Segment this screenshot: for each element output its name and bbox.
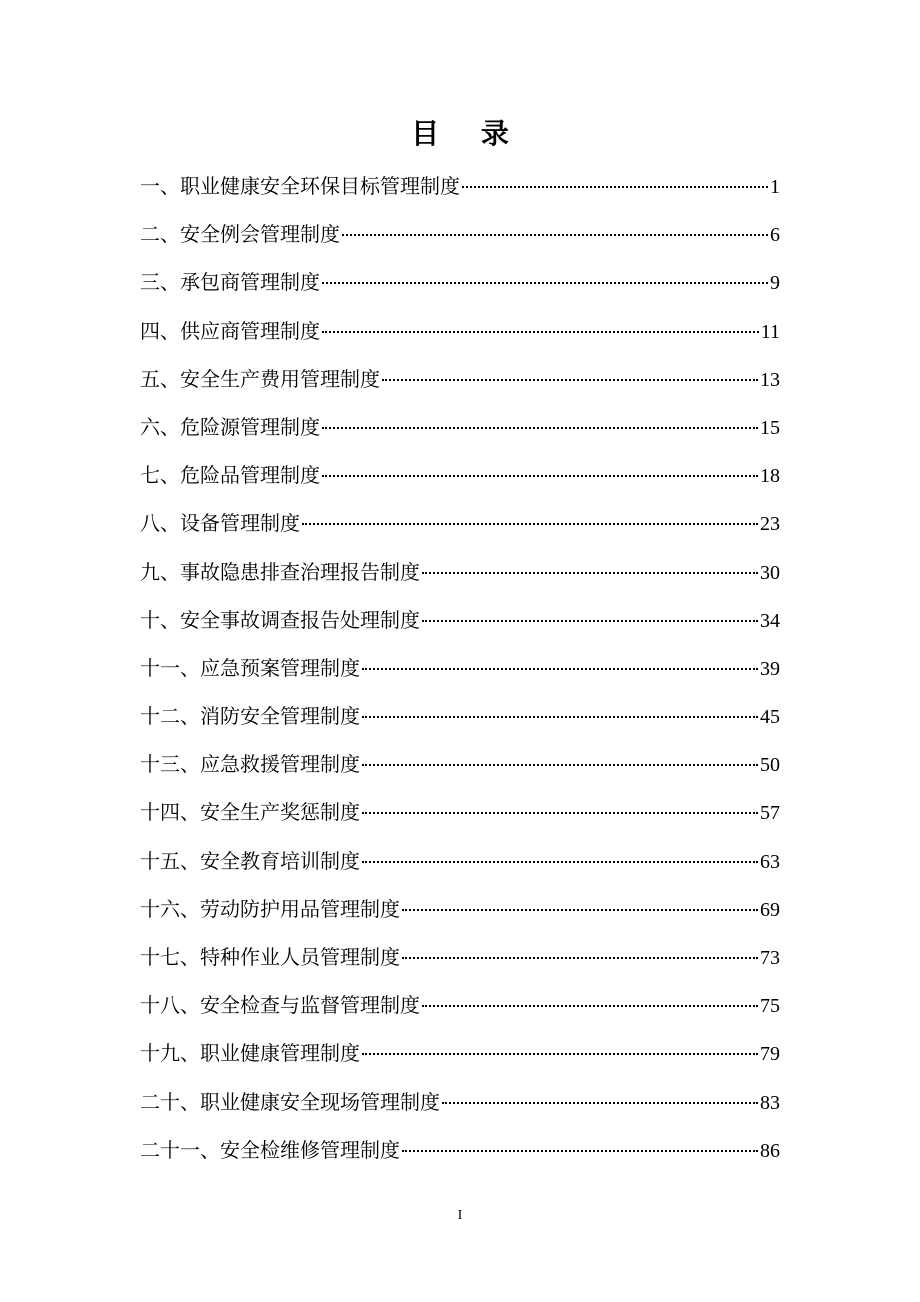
toc-entry[interactable] [140, 311, 780, 359]
toc-dot-leader [342, 234, 768, 236]
toc-dot-leader [322, 475, 758, 477]
toc-dot-leader [422, 572, 758, 574]
toc-entry-label: 六、危险源管理制度 [140, 414, 320, 439]
toc-entry[interactable] [140, 407, 780, 455]
toc-entry-page: 30 [760, 561, 780, 584]
toc-entry[interactable] [140, 889, 780, 937]
toc-entry-page: 69 [760, 898, 780, 921]
toc-entry-page: 11 [760, 320, 780, 343]
toc-entry-page: 63 [760, 850, 780, 873]
toc-dot-leader [402, 1150, 758, 1152]
toc-entry-page: 23 [760, 513, 780, 536]
toc-entry-label: 十五、安全教育培训制度 [140, 848, 360, 873]
toc-dot-leader [322, 331, 759, 333]
toc-entry-page: 6 [770, 224, 780, 247]
toc-entry[interactable] [140, 262, 780, 310]
toc-dot-leader [302, 523, 758, 525]
toc-entry-label: 八、设备管理制度 [140, 511, 300, 536]
toc-dot-leader [442, 1102, 758, 1104]
toc-dot-leader [362, 1053, 758, 1055]
toc-entry[interactable] [140, 937, 780, 985]
toc-dot-leader [362, 716, 758, 718]
toc-entry[interactable] [140, 455, 780, 503]
toc-entry-label: 九、事故隐患排查治理报告制度 [140, 559, 420, 584]
toc-entry-label: 十七、特种作业人员管理制度 [140, 945, 400, 969]
toc-entry-page: 86 [760, 1139, 780, 1162]
toc-entry-page: 18 [760, 465, 780, 488]
toc-entry[interactable] [140, 359, 780, 407]
toc-dot-leader [362, 668, 758, 670]
toc-entry[interactable] [140, 792, 780, 840]
toc-dot-leader [422, 620, 758, 622]
toc-entry[interactable] [140, 600, 780, 648]
toc-entry[interactable] [140, 985, 780, 1033]
page-title: 目 录 [411, 117, 525, 150]
page-number: I [457, 1208, 463, 1223]
toc-entry-label: 十八、安全检查与监督管理制度 [140, 993, 420, 1018]
toc-entry-page: 15 [760, 416, 780, 439]
toc-dot-leader [322, 427, 758, 429]
toc-entry-label: 七、危险品管理制度 [140, 463, 320, 488]
toc-entry-page: 73 [760, 947, 780, 969]
toc-entry[interactable] [140, 696, 780, 744]
toc-dot-leader [402, 909, 758, 911]
toc-entry-page: 45 [760, 706, 780, 729]
toc-entry-label: 二、安全例会管理制度 [140, 222, 340, 247]
toc-dot-leader [462, 186, 768, 188]
toc-dot-leader [422, 1005, 758, 1007]
toc-dot-leader [362, 812, 758, 814]
toc-entry[interactable] [140, 1082, 780, 1130]
toc-entry-page: 79 [760, 1043, 780, 1066]
toc-dot-leader [362, 861, 758, 863]
toc-entry-page: 50 [760, 754, 780, 777]
toc-entry-label: 四、供应商管理制度 [140, 318, 320, 343]
toc-entry-label: 二十、职业健康安全现场管理制度 [140, 1089, 440, 1114]
toc-entry-label: 十一、应急预案管理制度 [140, 655, 360, 680]
toc-entry-page: 34 [760, 609, 780, 632]
toc-entry-label: 一、职业健康安全环保目标管理制度 [140, 174, 460, 198]
toc-entry-label: 十六、劳动防护用品管理制度 [140, 896, 400, 921]
table-of-contents [140, 166, 780, 1178]
toc-entry-page: 13 [760, 368, 780, 391]
toc-entry[interactable] [140, 503, 780, 551]
toc-entry[interactable] [140, 214, 780, 262]
toc-entry-label: 十九、职业健康管理制度 [140, 1041, 360, 1066]
toc-entry[interactable] [140, 1130, 780, 1178]
toc-entry-label: 十四、安全生产奖惩制度 [140, 800, 360, 825]
toc-entry[interactable] [140, 744, 780, 792]
toc-entry[interactable] [140, 552, 780, 600]
toc-entry-label: 二十一、安全检维修管理制度 [140, 1137, 400, 1162]
toc-entry[interactable] [140, 166, 780, 214]
toc-entry[interactable] [140, 841, 780, 889]
toc-entry-page: 83 [760, 1091, 780, 1114]
toc-entry[interactable] [140, 1033, 780, 1081]
toc-entry-page: 75 [760, 995, 780, 1018]
toc-dot-leader [402, 957, 758, 959]
toc-dot-leader [382, 379, 758, 381]
toc-entry-page: 1 [770, 176, 780, 198]
toc-entry-page: 9 [770, 272, 780, 295]
toc-entry-label: 十二、消防安全管理制度 [140, 704, 360, 729]
toc-entry-page: 57 [760, 802, 780, 825]
toc-dot-leader [362, 764, 758, 766]
toc-entry-label: 三、承包商管理制度 [140, 270, 320, 295]
toc-entry-page: 39 [760, 657, 780, 680]
toc-entry[interactable] [140, 648, 780, 696]
toc-entry-label: 五、安全生产费用管理制度 [140, 366, 380, 391]
toc-entry-label: 十三、应急救援管理制度 [140, 752, 360, 777]
toc-entry-label: 十、安全事故调查报告处理制度 [140, 607, 420, 632]
toc-dot-leader [322, 282, 768, 284]
